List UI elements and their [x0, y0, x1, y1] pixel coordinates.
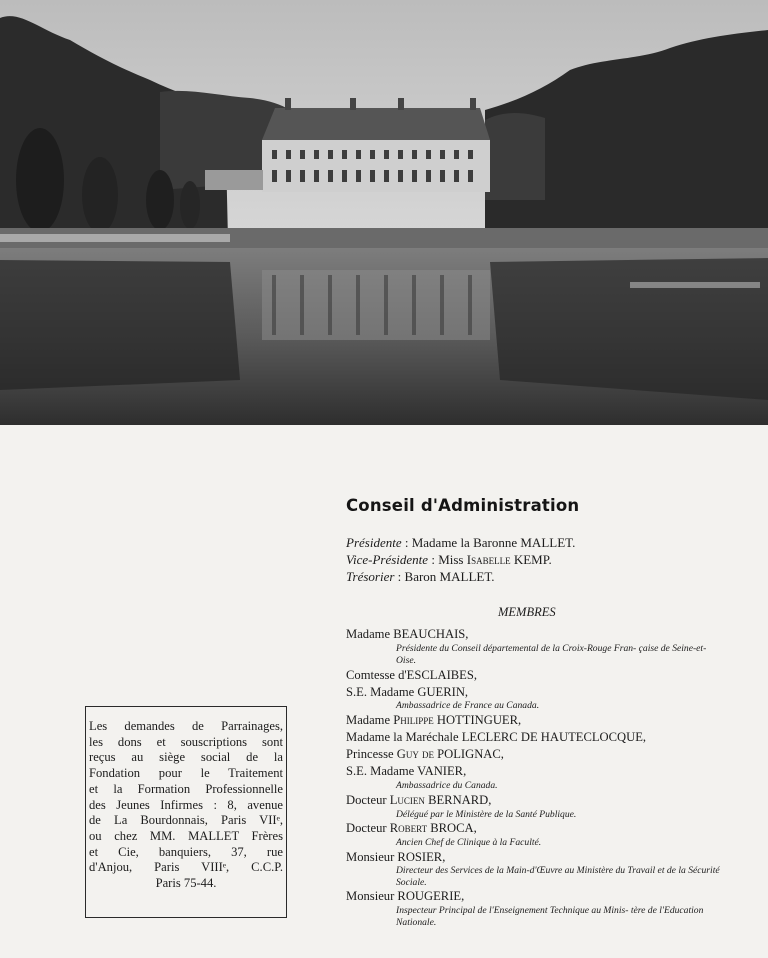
notice-line: Fondation pour le Traitement	[89, 766, 283, 781]
member-name	[346, 713, 521, 728]
member-first-name: Guy de	[396, 747, 434, 761]
treasurer-separator: :	[394, 569, 405, 584]
member-name-text: Madame BEAUCHAIS,	[346, 627, 469, 641]
member-description: Ambassadrice du Canada.	[396, 780, 498, 791]
member-name-text: Comtesse d'ESCLAIBES,	[346, 668, 478, 682]
member-name	[346, 685, 468, 700]
vice-president-role: Vice-Présidente	[346, 552, 429, 567]
vice-president-title: Miss	[438, 552, 467, 567]
treasurer-role: Trésorier	[346, 569, 395, 584]
member-surname: POLIGNAC,	[433, 747, 504, 761]
member-name-prefix: Docteur	[346, 793, 390, 807]
member-name-text: Monsieur ROSIER,	[346, 850, 446, 864]
treasurer-name: Baron MALLET.	[404, 569, 495, 584]
member-surname: BROCA,	[427, 821, 477, 835]
member-name-prefix: Madame	[346, 713, 394, 727]
member-name	[346, 627, 468, 642]
president-name: Madame la Baronne MALLET.	[411, 535, 576, 550]
notice-line: ou chez MM. MALLET Frères	[89, 828, 283, 843]
member-name	[346, 793, 491, 808]
member-first-name: Lucien	[389, 793, 425, 807]
member-description: Présidente du Conseil départemental de la Croix-Rouge Fran- çaise de Seine-et-Oise.	[396, 643, 707, 666]
vice-president-surname: KEMP.	[510, 552, 552, 567]
member-description: Délégué par le Ministère de la Santé Publique.	[396, 809, 577, 820]
member-description: Ambassadrice de France au Canada.	[396, 700, 540, 711]
member-name	[346, 764, 466, 779]
notice-line: et Cie, banquiers, 37, rue	[89, 844, 283, 859]
notice-line: des Jeunes Infirmes : 8, avenue	[89, 797, 283, 812]
chateau-lake-photograph	[0, 0, 768, 425]
president-line	[346, 535, 575, 551]
sponsorship-notice-box	[85, 706, 287, 918]
vice-president-first-name: Isabelle	[466, 552, 511, 567]
president-separator: :	[401, 535, 412, 550]
member-description: Ancien Chef de Clinique à la Faculté.	[396, 837, 542, 848]
notice-line: et la Formation Professionnelle	[89, 781, 283, 796]
member-surname: BERNARD,	[424, 793, 492, 807]
member-name	[346, 889, 464, 904]
member-name-prefix: Docteur	[346, 821, 390, 835]
notice-line: les dons et souscriptions sont	[89, 734, 283, 749]
member-name-text: Madame la Maréchale LECLERC DE HAUTECLOCQUE,	[346, 730, 647, 744]
vice-president-separator: :	[428, 552, 439, 567]
member-description: Inspecteur Principal de l'Enseignement Technique au Minis- tère de l'Education Nationale.	[396, 905, 704, 928]
vice-president-line	[346, 552, 552, 568]
member-name	[346, 821, 477, 836]
treasurer-line	[346, 569, 495, 585]
member-surname: HOTTINGUER,	[433, 713, 522, 727]
member-name-text: Monsieur ROUGERIE,	[346, 889, 465, 903]
member-name	[346, 850, 445, 865]
member-name	[346, 668, 477, 683]
member-name-text: S.E. Madame VANIER,	[346, 764, 467, 778]
sponsorship-notice-text	[89, 719, 283, 892]
member-name	[346, 747, 504, 762]
notice-line: d'Anjou, Paris VIIIᵉ, C.C.P.	[89, 860, 283, 875]
member-name-prefix: Princesse	[346, 747, 397, 761]
members-heading: MEMBRES	[498, 605, 556, 619]
president-role: Présidente	[346, 535, 402, 550]
notice-line: Paris 75-44.	[155, 876, 217, 891]
member-first-name: Philippe	[393, 713, 434, 727]
member-name	[346, 730, 646, 745]
member-first-name: Robert	[389, 821, 428, 835]
notice-line: de La Bourdonnais, Paris VIIᵉ,	[89, 813, 283, 828]
notice-line: Les demandes de Parrainages,	[89, 719, 283, 733]
member-description: Directeur des Services de la Main-d'Œuvre au Ministère du Travail et de la Sécurité Sociale.	[396, 865, 720, 888]
notice-line: reçus au siège social de la	[89, 750, 283, 765]
council-title: Conseil d'Administration	[346, 496, 580, 515]
member-name-text: S.E. Madame GUERIN,	[346, 685, 469, 699]
